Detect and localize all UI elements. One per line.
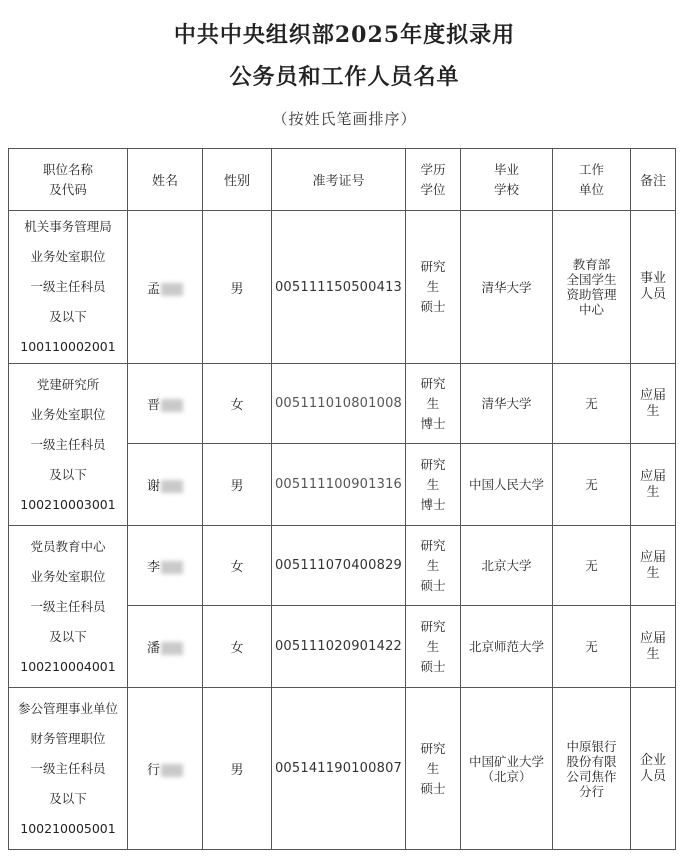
name-surname: 晋 (146, 398, 160, 413)
gender-cell: 男 (203, 444, 272, 526)
position-line: 业务处室职位 (30, 568, 106, 584)
note-cell: 企业人员 (631, 688, 676, 850)
name-cell (128, 526, 203, 606)
work-unit-cell: 无 (553, 526, 631, 606)
position-line: 党员教育中心 (30, 538, 106, 554)
table-row (9, 526, 676, 606)
education-line: 研究 (420, 259, 446, 274)
position-line: 100110002001 (20, 339, 116, 354)
note-cell: 应届生 (631, 526, 676, 606)
table-header-row (9, 149, 676, 211)
header-name: 姓名 (128, 149, 203, 211)
gender-cell: 女 (203, 364, 272, 444)
position-cell (9, 364, 128, 526)
page-title-line1: 中共中央组织部2025年度拟录用 (173, 22, 516, 48)
name-surname: 潘 (146, 641, 160, 656)
position-line: 参公管理事业单位 (17, 700, 118, 716)
education-line: 研究 (420, 740, 446, 756)
education-line: 硕士 (420, 577, 446, 593)
position-cell (9, 688, 128, 850)
education-line: 生 (426, 760, 440, 776)
note-cell: 应届生 (631, 444, 676, 526)
education-line: 博士 (420, 415, 446, 431)
position-line: 一级主任科员 (30, 598, 106, 614)
name-surname: 李 (146, 560, 160, 575)
exam-number-cell: 005111100901316 (272, 444, 406, 526)
position-cell (9, 526, 128, 688)
exam-number-cell: 005111150500413 (272, 211, 406, 364)
education-line: 生 (426, 279, 440, 294)
name-redaction (161, 642, 183, 655)
note-cell: 应届生 (631, 606, 676, 688)
name-surname: 孟 (146, 281, 160, 297)
candidate-table (8, 148, 676, 850)
name-redaction (161, 764, 183, 777)
education-line: 研究 (420, 375, 446, 391)
position-line: 100210004001 (20, 658, 116, 674)
school-cell: 中国矿业大学 （北京） (461, 688, 553, 850)
exam-number-cell: 005111070400829 (272, 526, 406, 606)
exam-number-cell: 005111010801008 (272, 364, 406, 444)
work-unit-cell: 无 (553, 444, 631, 526)
education-line: 研究 (420, 537, 446, 553)
position-line: 及以下 (49, 628, 87, 644)
education-line: 博士 (420, 496, 446, 512)
position-line: 党建研究所 (36, 376, 100, 392)
position-line: 财务管理职位 (30, 730, 106, 746)
name-redaction (161, 283, 183, 296)
position-line: 机关事务管理局 (24, 219, 112, 234)
position-line: 一级主任科员 (30, 760, 106, 776)
name-redaction (161, 399, 183, 412)
name-surname: 谢 (146, 479, 160, 494)
work-unit-cell: 无 (553, 364, 631, 444)
education-line: 研究 (420, 456, 446, 472)
work-unit-cell: 中原银行股份有限公司焦作分行 (553, 688, 631, 850)
name-cell (128, 444, 203, 526)
header-unit: 工作 单位 (553, 149, 631, 211)
exam-number-cell: 005111020901422 (272, 606, 406, 688)
position-line: 一级主任科员 (30, 279, 106, 294)
gender-cell: 男 (203, 211, 272, 364)
education-cell (406, 444, 461, 526)
header-exam: 准考证号 (272, 149, 406, 211)
note-cell: 事业人员 (631, 211, 676, 364)
position-line: 一级主任科员 (30, 436, 106, 452)
position-cell (9, 211, 128, 364)
page-title-line2: 公务员和工作人员名单 (229, 64, 460, 90)
gender-cell: 女 (203, 526, 272, 606)
education-line: 生 (426, 395, 440, 411)
header-note: 备注 (631, 149, 676, 211)
position-line: 及以下 (49, 309, 87, 324)
education-line: 生 (426, 476, 440, 492)
header-position: 职位名称 及代码 (9, 149, 128, 211)
table-row (9, 688, 676, 850)
position-line: 100210003001 (20, 496, 116, 512)
position-line: 及以下 (49, 466, 87, 482)
exam-number-cell: 005141190100807 (272, 688, 406, 850)
school-cell: 北京大学 (461, 526, 553, 606)
page-subtitle: （按姓氏笔画排序） (272, 110, 417, 128)
education-line: 硕士 (420, 299, 446, 314)
name-redaction (161, 480, 183, 493)
table-row (9, 364, 676, 444)
work-unit-cell: 教育部 全国学生资助管理中心 (553, 211, 631, 364)
position-line: 及以下 (49, 790, 87, 806)
note-cell: 应届生 (631, 364, 676, 444)
education-cell (406, 606, 461, 688)
school-cell: 清华大学 (461, 364, 553, 444)
position-line: 业务处室职位 (30, 249, 106, 264)
gender-cell: 男 (203, 688, 272, 850)
name-cell (128, 606, 203, 688)
name-cell (128, 688, 203, 850)
name-surname: 行 (146, 763, 160, 778)
education-line: 生 (426, 557, 440, 573)
education-line: 生 (426, 638, 440, 654)
education-cell (406, 688, 461, 850)
education-line: 硕士 (420, 658, 446, 674)
education-cell (406, 211, 461, 364)
name-redaction (161, 561, 183, 574)
education-line: 硕士 (420, 780, 446, 796)
school-cell: 清华大学 (461, 211, 553, 364)
header-school: 毕业 学校 (461, 149, 553, 211)
name-cell (128, 364, 203, 444)
education-cell (406, 526, 461, 606)
name-cell (128, 211, 203, 364)
work-unit-cell: 无 (553, 606, 631, 688)
header-edu: 学历 学位 (406, 149, 461, 211)
gender-cell: 女 (203, 606, 272, 688)
education-line: 研究 (420, 618, 446, 634)
school-cell: 中国人民大学 (461, 444, 553, 526)
education-cell (406, 364, 461, 444)
position-line: 100210005001 (20, 820, 116, 836)
position-line: 业务处室职位 (30, 406, 106, 422)
header-gender: 性别 (203, 149, 272, 211)
school-cell: 北京师范大学 (461, 606, 553, 688)
table-row (9, 211, 676, 364)
